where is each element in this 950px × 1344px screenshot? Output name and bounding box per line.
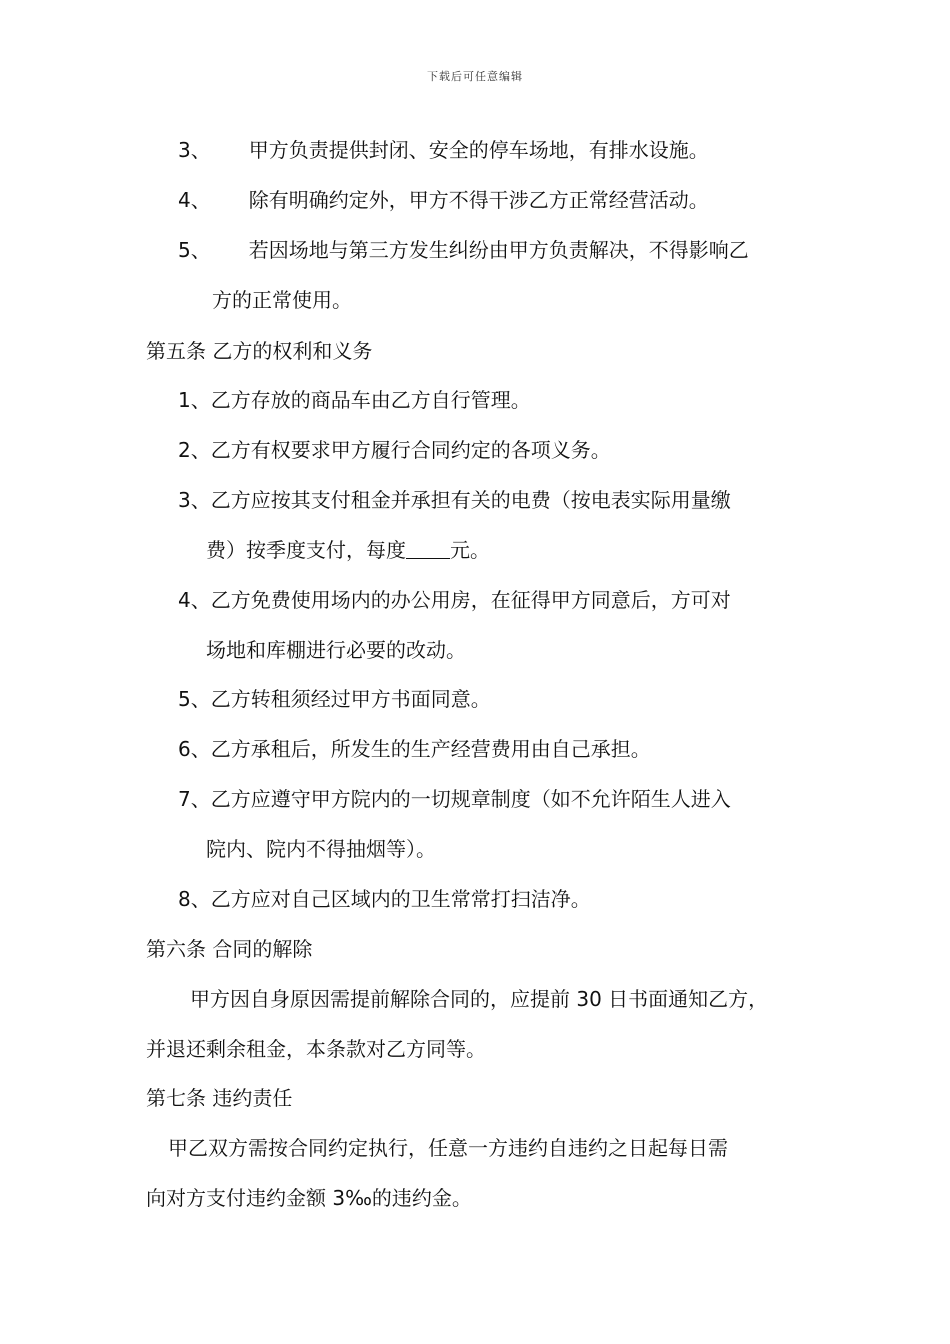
list-item [178, 186, 709, 214]
list-item [178, 386, 531, 414]
item-continuation: 院内、院内不得抽烟等）。 [206, 837, 436, 861]
item-text: 乙方应遵守甲方院内的一切规章制度（如不允许陌生人进入 [210, 787, 731, 811]
item-number: 6、 [178, 737, 211, 761]
paragraph-line: 甲乙双方需按合同约定执行，任意一方违约自违约之日起每日需 [168, 1136, 728, 1160]
article-heading: 第五条 乙方的权利和义务 [146, 339, 373, 363]
header-note: 下载后可任意编辑 [427, 70, 523, 83]
item-number: 2、 [178, 438, 211, 462]
fill-in-blank[interactable] [406, 538, 450, 559]
article-heading: 第七条 违约责任 [146, 1086, 293, 1110]
list-item [178, 785, 731, 813]
paragraph-line: 向对方支付违约金额 3‰的违约金。 [146, 1186, 472, 1210]
item-text: 乙方免费使用场内的办公用房，在征得甲方同意后，方可对 [210, 588, 731, 612]
list-item [178, 685, 491, 713]
item-text: 乙方承租后，所发生的生产经营费用由自己承担。 [210, 737, 651, 761]
item-text: 乙方存放的商品车由乙方自行管理。 [210, 388, 531, 412]
item-number: 5、 [178, 238, 211, 262]
item-number: 8、 [178, 887, 211, 911]
article-heading: 第六条 合同的解除 [146, 937, 313, 961]
item-number: 4、 [178, 188, 211, 212]
paragraph-line: 并退还剩余租金，本条款对乙方同等。 [146, 1037, 486, 1061]
item-number: 7、 [178, 787, 211, 811]
list-item [178, 436, 611, 464]
list-item [178, 885, 591, 913]
item-continuation [206, 536, 490, 564]
list-item [178, 586, 731, 614]
item-number: 3、 [178, 138, 211, 162]
item-number: 1、 [178, 388, 211, 412]
continuation-text: 费）按季度支付，每度 [206, 538, 406, 562]
item-text: 除有明确约定外，甲方不得干涉乙方正常经营活动。 [248, 188, 709, 212]
item-text: 甲方负责提供封闭、安全的停车场地，有排水设施。 [248, 138, 709, 162]
item-number: 5、 [178, 687, 211, 711]
list-item [178, 486, 731, 514]
item-text: 若因场地与第三方发生纠纷由甲方负责解决，不得影响乙 [248, 238, 749, 262]
item-number: 3、 [178, 488, 211, 512]
item-continuation: 方的正常使用。 [212, 288, 352, 312]
list-item [178, 136, 709, 164]
item-text: 乙方转租须经过甲方书面同意。 [210, 687, 491, 711]
list-item [178, 735, 651, 763]
item-text: 乙方应按其支付租金并承担有关的电费（按电表实际用量缴 [210, 488, 731, 512]
item-text: 乙方应对自己区域内的卫生常常打扫洁净。 [210, 887, 591, 911]
paragraph-line: 甲方因自身原因需提前解除合同的，应提前 30 日书面通知乙方， [190, 987, 769, 1011]
item-number: 4、 [178, 588, 211, 612]
item-text: 乙方有权要求甲方履行合同约定的各项义务。 [210, 438, 611, 462]
continuation-text: 元。 [450, 538, 490, 562]
item-continuation: 场地和库棚进行必要的改动。 [206, 638, 466, 662]
list-item [178, 236, 749, 264]
